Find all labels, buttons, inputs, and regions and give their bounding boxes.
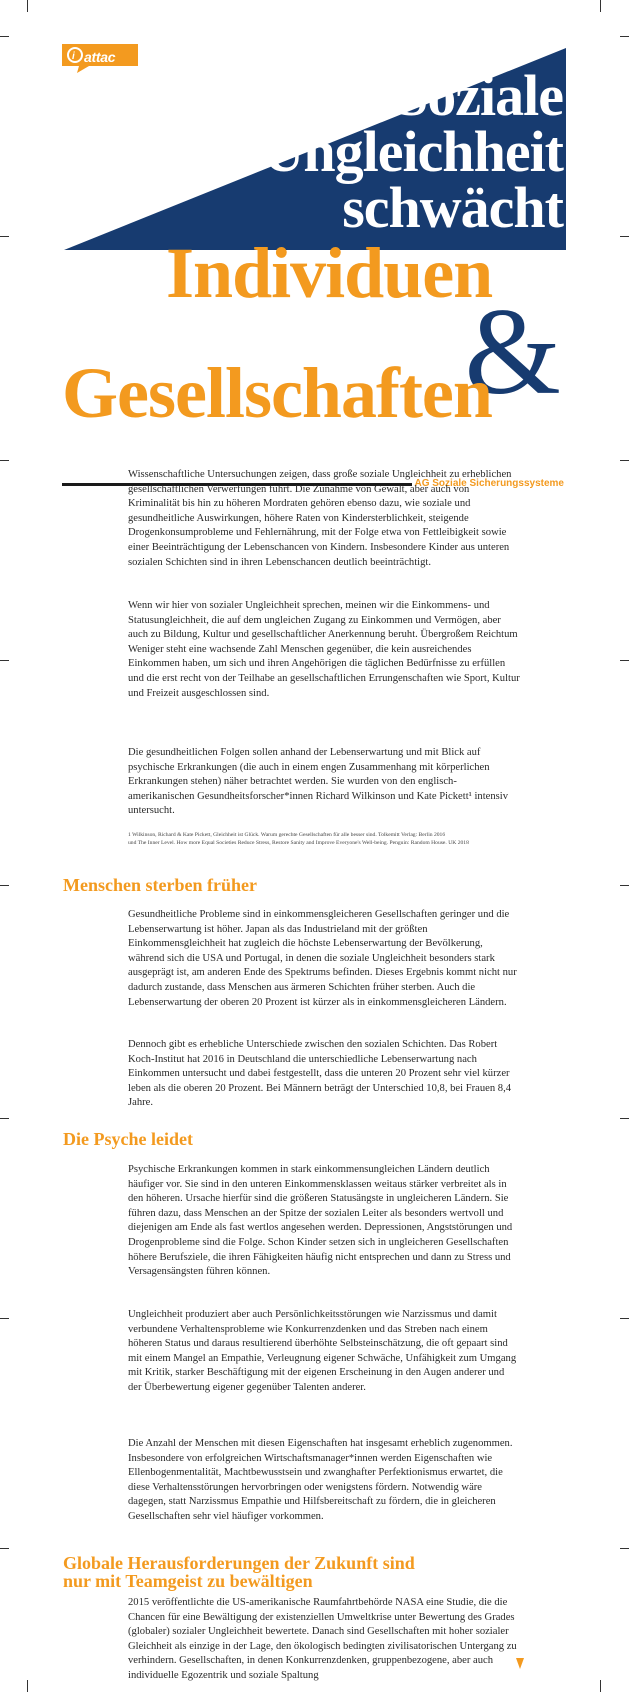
section-heading: Die Psyche leidet	[63, 1129, 193, 1149]
crop-mark	[620, 1548, 629, 1549]
crop-mark	[600, 1680, 601, 1692]
section-paragraph	[128, 1437, 520, 1525]
section-text: Ungleichheit produziert aber auch Persönlichkeitsstörungen wie Narzissmus und damit verbundene Verhaltensprobleme wie Konkurrenzdenken und das Streben nach einem höheren Status und daraus resultierend überhöhte Selbsteinschätzung, die oft gepaart sind mit einem Mangel an Empathie, Verleugnung eigener Schwäche, Unfähigkeit zum Umgang mit Kritik, starker Beschäftigung mit der eigenen Erscheinung in den Augen anderer und der Überbewertung eigener gegenüber Talenten anderer.	[128, 1309, 517, 1393]
crop-mark	[620, 1318, 629, 1319]
subtitle-individuen: Individuen	[166, 233, 493, 313]
section-heading-line: nur mit Teamgeist zu bewältigen	[63, 1571, 313, 1591]
group-label: AG Soziale Sicherungssysteme	[414, 478, 564, 489]
section-heading	[63, 1554, 415, 1590]
subtitle-gesellschaften: Gesellschaften	[62, 353, 492, 433]
logo-wordmark: attac	[84, 49, 116, 65]
title-line-2: Ungleichheit	[262, 119, 563, 184]
intro-paragraph	[128, 746, 520, 819]
ampersand: &	[464, 283, 561, 420]
crop-mark	[0, 885, 9, 886]
section-text: Dennoch gibt es erhebliche Unterschiede zwischen den sozialen Schichten. Das Robert Koch-Institut hat 2016 in Deutschland die unterschiedliche Lebenserwartung nach Einkommen untersucht und dabei festgestellt, dass die unteren 20 Prozent sehr viel kürzer leben als die oberen 20 Prozent. Bei Männern beträgt der Unterschied 10,8, bei Frauen 8,4 Jahre.	[128, 1039, 512, 1109]
intro-paragraph	[128, 468, 520, 570]
crop-mark	[0, 1548, 9, 1549]
section-paragraph	[128, 1038, 520, 1111]
crop-mark	[0, 660, 9, 661]
section-paragraph	[128, 1596, 520, 1684]
section-text: Psychische Erkrankungen kommen in stark einkommensungleichen Ländern deutlich häufiger vor. Sie sind in den unteren Einkommensklassen weitaus stärker verbreitet als in den höheren. Ursache hierfür sind die größeren Statusängste in ungleicheren Ländern. Sie führen dazu, dass Menschen an der Spitze der sozialen Leiter als besonders wertvoll und diejenigen am Ende als fast wertlos angesehen werden. Depressionen, Angststörungen und Drogenprobleme sind die Folge. Schon Kinder setzen sich in ungleicheren Gesellschaften höhere Berufsziele, die ihren Fähigkeiten häufig nicht entsprechen und dann zu Stress und Versagensängsten führen können.	[128, 1164, 513, 1278]
svg-text:i: i	[72, 51, 75, 62]
section-text: Gesundheitliche Probleme sind in einkommensgleicheren Gesellschaften geringer und die Lebenserwartung ist höher. Japan als das Industrieland mit der größten Einkommensgleichheit hat zugleich die höchste Lebenserwartung der Bevölkerung, während sich die USA und Portugal, in denen die soziale Ungleichheit besonders stark ausgeprägt ist, am anderen Ende des Spektrums befinden. Dieses Ergebnis kommt nicht nur dadurch zustande, dass Menschen aus ärmeren Schichten früher sterben. Auch die Lebenserwartung der oberen 20 Prozent ist kürzer als in einkommensgleicheren Ländern.	[128, 909, 517, 1008]
intro-text: Wenn wir hier von sozialer Ungleichheit sprechen, meinen wir die Einkommens- und Statusungleichheit, die auf dem ungleichen Zugang zu Einkommen und Vermögen, aber auch zu Bildung, Kultur und gesellschaftlicher Anerkennung beruht. Übergroßem Reichtum Weniger steht eine wachsende Zahl Menschen gegenüber, die kein ausreichendes Einkommen haben, um sich und ihren Angehörigen die täglichen Bedürfnisse zu erfüllen und die erst recht von der Teilhabe an gesellschaftlichen Errungenschaften wie Sport, Kultur und Freizeit ausgeschlossen sind.	[128, 600, 520, 699]
footnote-line: und The Inner Level. How more Equal Societies Reduce Stress, Restore Sanity and Improve Everyone's Well-being. Penguin: Random House. UK 2018	[128, 839, 469, 846]
section-heading-line: Globale Herausforderungen der Zukunft sind	[63, 1553, 415, 1573]
crop-mark	[620, 660, 629, 661]
section-paragraph	[128, 908, 520, 1010]
intro-paragraph	[128, 599, 520, 701]
footnote-line: 1 Wilkinson, Richard & Kate Pickett, Gleichheit ist Glück. Warum gerechte Gesellschaften für alle besser sind. Tolkemitt Verlag: Berlin 2016	[128, 832, 446, 838]
section-paragraph	[128, 1308, 520, 1396]
intro-text: Wissenschaftliche Untersuchungen zeigen, dass große soziale Ungleichheit zu erheblichen gesellschaftlichen Verwerfungen führt. Die Zunahme von Gewalt, aber auch von Kriminalität bis hin zu höheren Mordraten gehören ebenso dazu, wie soziale und gesundheitliche Auswirkungen, höhere Raten von Kindersterblichkeit, steigende Drogenkonsumprobleme und Fehlernährung, mit der Folge etwa von Fettleibigkeit sowie einer Beeinträchtigung der Lebenschancen von Kindern. Insbesondere Kinder aus unteren sozialen Schichten sind in ihren Lebenschancen deutlich beeinträchtigt.	[128, 469, 512, 568]
crop-mark	[620, 1118, 629, 1119]
section-text: Die Anzahl der Menschen mit diesen Eigenschaften hat insgesamt erheblich zugenommen. Insbesondere von erfolgreichen Wirtschaftsmanager*innen werden Eigenschaften wie Ellenbogenmentalität, Machtbewusstsein und zwanghafter Perfektionismus erwartet, die diese Verhaltensstörungen hervorbringen oder wenigstens fördern. Notwendig wäre dagegen, statt Narzissmus Empathie und Hilfsbereitschaft zu fördern, die in gleicheren Gesellschaften sehr viel häufiger vorkommen.	[128, 1438, 513, 1522]
title-line-1: Soziale	[396, 63, 563, 128]
continue-arrow-icon	[516, 1658, 524, 1669]
section-text: 2015 veröffentlichte die US-amerikanische Raumfahrtbehörde NASA eine Studie, die die Chancen für eine Bewältigung der existenziellen Umweltkrise unter Bewertung des Grades (globaler) sozialer Ungleichheit bewertete. Danach sind Gesellschaften mit hoher sozialer Gleichheit als einzige in der Lage, den ökologisch bedingten zivilisatorischen Untergang zu verhindern. Gesellschaften, in denen Konkurrenzdenken, gruppenbezogene, aber auch individuelle Egozentrik und soziale Spaltung	[128, 1597, 517, 1681]
crop-mark	[27, 1680, 28, 1692]
footnote	[128, 832, 528, 847]
crop-mark	[0, 1318, 9, 1319]
title-line-3: schwächt	[342, 175, 563, 240]
intro-text: Die gesundheitlichen Folgen sollen anhand der Lebenserwartung und mit Blick auf psychische Erkrankungen (die auch in einem engen Zusammenhang mit körperlichen Erkrankungen stehen) näher betrachtet werden. Sie wurden von den englisch-amerikanischen Gesundheitsforscher*innen Richard Wilkinson und Kate Pickett¹ intensiv untersucht.	[128, 747, 509, 817]
crop-mark	[0, 1118, 9, 1119]
section-paragraph	[128, 1163, 520, 1280]
crop-mark	[620, 460, 629, 461]
crop-mark	[620, 885, 629, 886]
section-heading: Menschen sterben früher	[63, 875, 257, 895]
crop-mark	[0, 460, 9, 461]
